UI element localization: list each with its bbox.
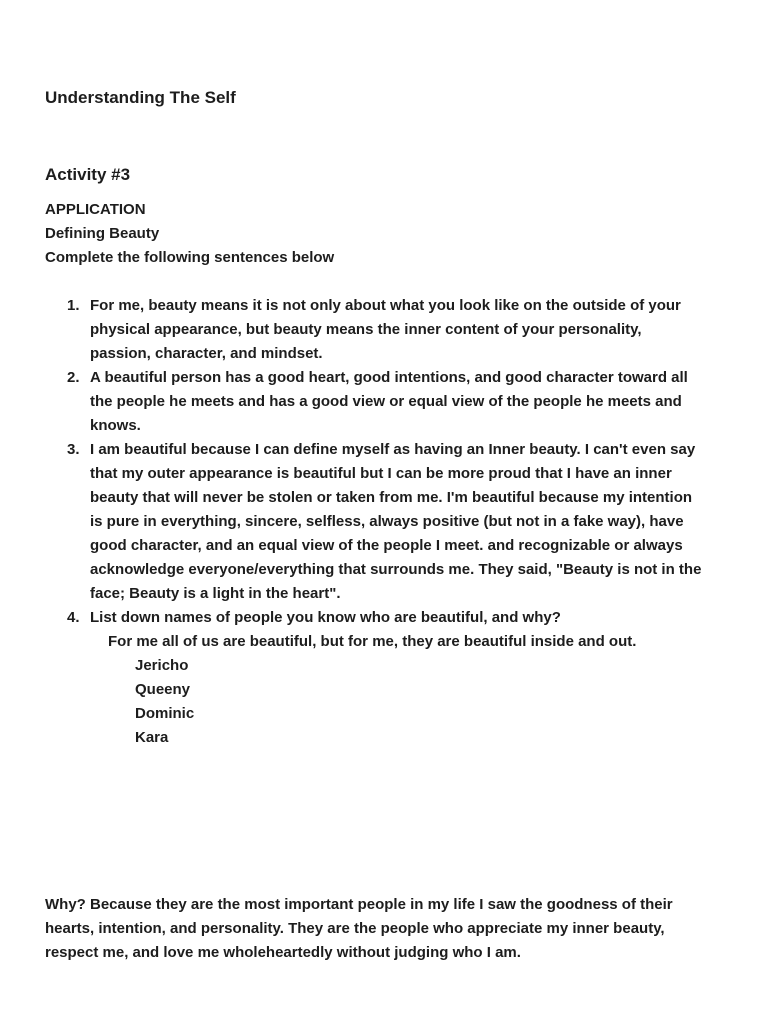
item-number: 2. — [67, 369, 80, 386]
name-entry: Kara — [135, 729, 169, 746]
item-number: 1. — [67, 297, 80, 314]
item-text-line: the people he meets and has a good view or equal view of the people he meets and — [90, 393, 682, 410]
list-item-2 — [0, 366, 768, 438]
item-text-line: beauty that will never be stolen or taken from me. I'm beautiful because my intention — [90, 489, 693, 506]
why-line: respect me, and love me wholeheartedly without judging who I am. — [45, 944, 521, 961]
item-number: 4. — [67, 609, 80, 626]
name-entry: Dominic — [135, 705, 195, 722]
list-item-1 — [0, 294, 768, 366]
item-text-line: passion, character, and mindset. — [90, 345, 323, 362]
item-text-line: A beautiful person has a good heart, good intentions, and good character toward all — [90, 369, 688, 386]
item-text-line: For me, beauty means it is not only about what you look like on the outside of your — [90, 297, 681, 314]
item-text-line: face; Beauty is a light in the heart". — [90, 585, 341, 602]
item-text-line: good character, and an equal view of the people I meet. and recognizable or always — [90, 537, 683, 554]
why-line: Why? Because they are the most important people in my life I saw the goodness of their — [45, 896, 673, 913]
document-title: Understanding The Self — [45, 88, 236, 107]
names-list — [135, 654, 768, 750]
name-entry: Queeny — [135, 681, 191, 698]
item-text-line: I am beautiful because I can define myself as having an Inner beauty. I can't even say — [90, 441, 696, 458]
instruction-text: Complete the following sentences below — [45, 249, 335, 266]
why-paragraph — [45, 893, 673, 965]
topic-label: Defining Beauty — [45, 225, 160, 242]
list-item-3 — [0, 438, 768, 606]
item-text — [90, 366, 768, 438]
item-text — [90, 294, 768, 366]
list-item-4 — [0, 606, 768, 750]
item-number: 3. — [67, 441, 80, 458]
item-text — [90, 606, 768, 750]
name-entry: Jericho — [135, 657, 189, 674]
sentence-list — [0, 294, 768, 750]
why-line: hearts, intention, and personality. They are the people who appreciate my inner beauty, — [45, 920, 665, 937]
item-text-line: knows. — [90, 417, 141, 434]
item-text-line: is pure in everything, sincere, selfless, always positive (but not in a fake way), have — [90, 513, 684, 530]
item-text-line: acknowledge everyone/everything that surrounds me. They said, "Beauty is not in the — [90, 561, 702, 578]
instructions-block — [45, 198, 334, 270]
item-text-line: physical appearance, but beauty means the inner content of your personality, — [90, 321, 642, 338]
item-text-line: that my outer appearance is beautiful but I can be more proud that I have an inner — [90, 465, 672, 482]
item-answer-line: For me all of us are beautiful, but for me, they are beautiful inside and out. — [108, 633, 637, 650]
activity-heading: Activity #3 — [45, 165, 131, 184]
item-question-line: List down names of people you know who are beautiful, and why? — [90, 609, 561, 626]
section-label: APPLICATION — [45, 201, 146, 218]
item-text — [90, 438, 768, 606]
